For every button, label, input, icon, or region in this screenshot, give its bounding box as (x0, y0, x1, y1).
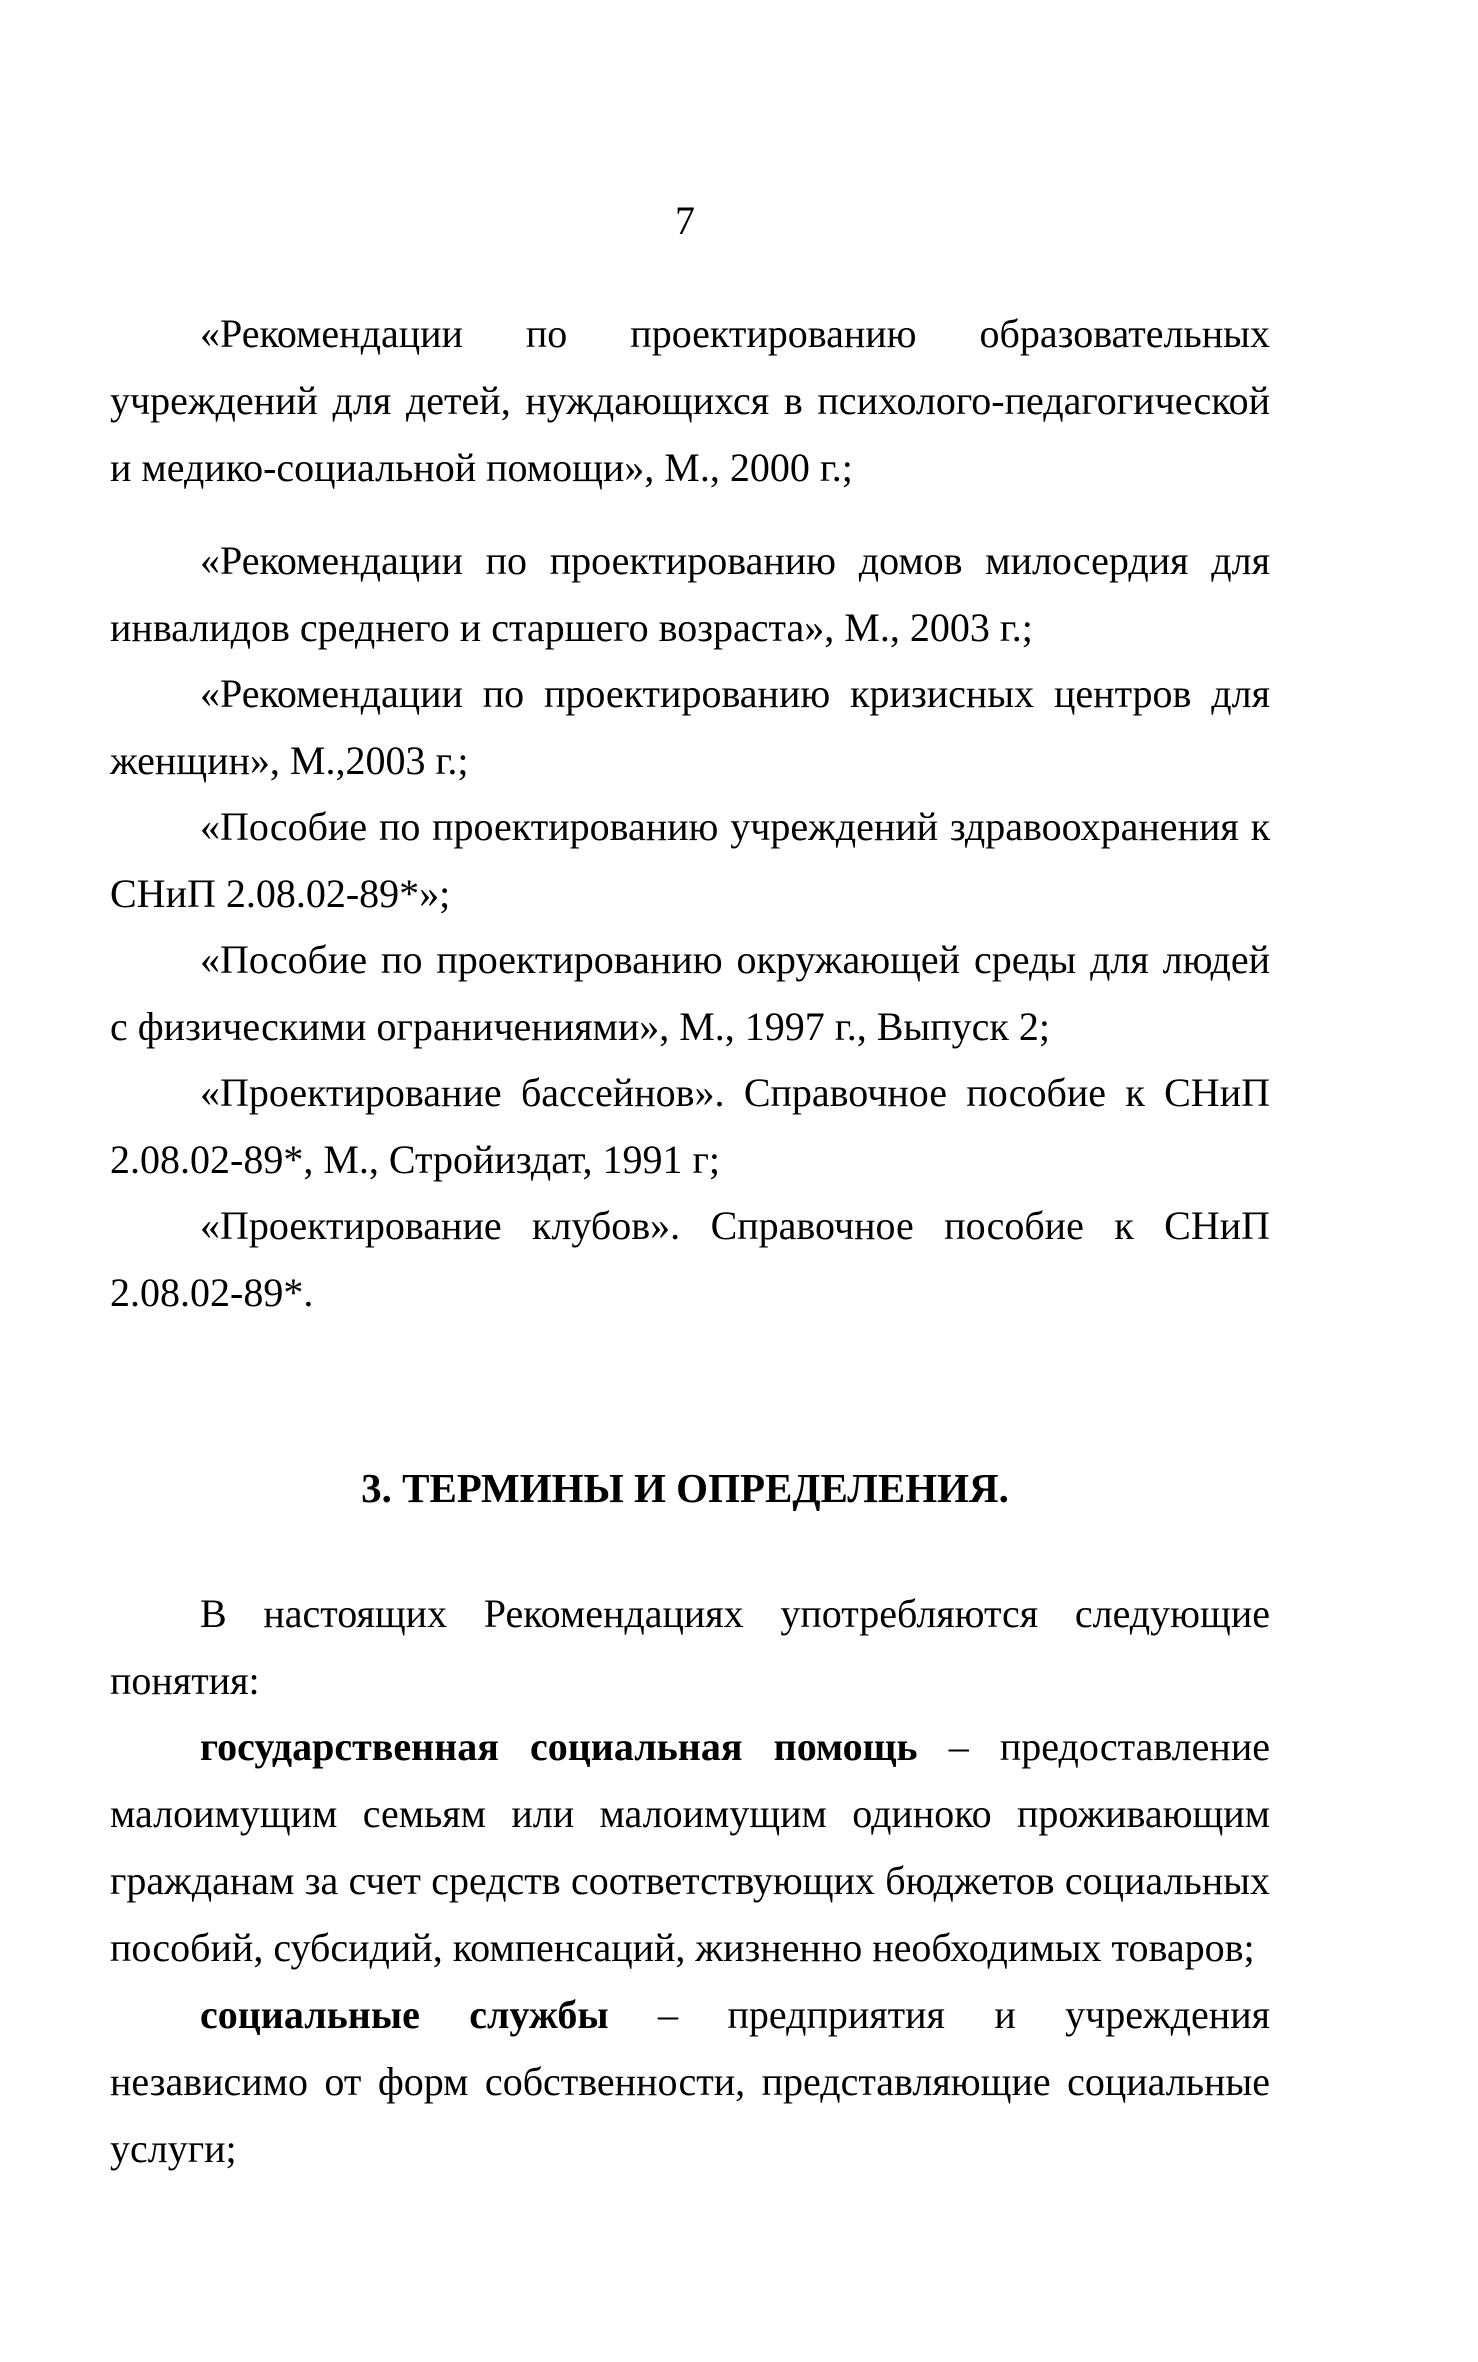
definition-term: социальные службы (200, 1992, 609, 2037)
intro-paragraph: В настоящих Рекомендациях употребляются следующие понятия: (110, 1591, 1270, 1703)
definition-term: государственная социальная помощь (200, 1724, 918, 1769)
definition-text: – предприятия и учреждения независимо от форм собственности, представляющие социальные услуги; (110, 1992, 1270, 2171)
page-number: 7 (675, 198, 695, 243)
definition-text: – предоставление малоимущим семьям или малоимущим одиноко проживающим гражданам за счет средств соответствующих бюджетов социальных пособий, субсидий, компенсаций, жизненно необходимых товаров; (110, 1724, 1270, 1970)
definition-state-social-assistance (110, 1713, 1270, 1981)
definition-social-services (110, 1981, 1270, 2182)
reference-item-2: «Рекомендации по проектированию домов милосердия для инвалидов среднего и старшего возраста», М., 2003 г.; (110, 538, 1270, 650)
reference-item-6: «Проектирование бассейнов». Справочное пособие к СНиП 2.08.02-89*, М., Стройиздат, 1991 г; (110, 1070, 1270, 1182)
reference-item-7: «Проектирование клубов». Справочное пособие к СНиП 2.08.02-89*. (110, 1203, 1270, 1315)
section-heading: 3. ТЕРМИНЫ И ОПРЕДЕЛЕНИЯ. (361, 1465, 1009, 1511)
reference-item-5: «Пособие по проектированию окружающей среды для людей с физическими ограничениями», М., 1997 г., Выпуск 2; (110, 937, 1270, 1049)
reference-item-1: «Рекомендации по проектированию образовательных учреждений для детей, нуждающихся в психолого-педагогической и медико-социальной помощи», М., 2000 г.; (110, 311, 1270, 490)
reference-item-3: «Рекомендации по проектированию кризисных центров для женщин», М.,2003 г.; (110, 671, 1270, 783)
reference-item-4: «Пособие по проектированию учреждений здравоохранения к СНиП 2.08.02-89*»; (110, 804, 1270, 916)
